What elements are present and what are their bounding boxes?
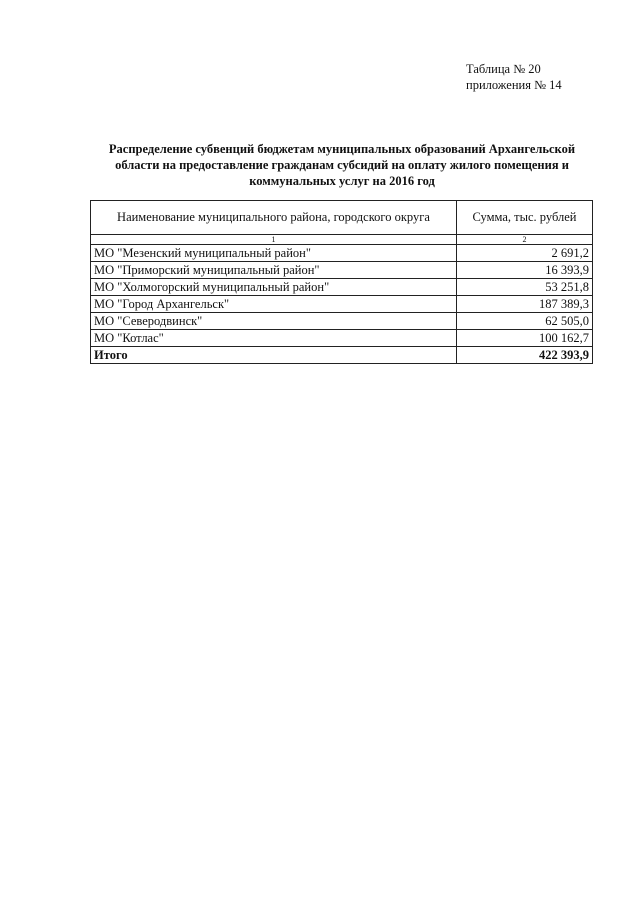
title-line-2: области на предоставление гражданам субсидий на оплату жилого помещения и (115, 158, 569, 172)
sum-value: 62 505,0 (457, 313, 593, 330)
column-number-2: 2 (457, 235, 593, 245)
municipality-name: МО "Холмогорский муниципальный район" (91, 279, 457, 296)
sum-value: 2 691,2 (457, 245, 593, 262)
document-title (92, 141, 592, 189)
appendix-number: приложения № 14 (466, 78, 562, 92)
table-row (91, 279, 593, 296)
column-number-row (91, 235, 593, 245)
sum-value: 100 162,7 (457, 330, 593, 347)
subvention-table (90, 200, 593, 364)
table-row (91, 330, 593, 347)
table-row (91, 262, 593, 279)
title-line-3: коммунальных услуг на 2016 год (249, 174, 435, 188)
municipality-name: МО "Город Архангельск" (91, 296, 457, 313)
municipality-name: МО "Мезенский муниципальный район" (91, 245, 457, 262)
sum-value: 16 393,9 (457, 262, 593, 279)
total-value: 422 393,9 (457, 347, 593, 364)
municipality-name: МО "Котлас" (91, 330, 457, 347)
sum-value: 187 389,3 (457, 296, 593, 313)
table-reference (466, 61, 562, 93)
table-number: Таблица № 20 (466, 62, 541, 76)
title-line-1: Распределение субвенций бюджетам муниципальных образований Архангельской (108, 142, 576, 156)
municipality-name: МО "Приморский муниципальный район" (91, 262, 457, 279)
table-row (91, 296, 593, 313)
column-header-sum: Сумма, тыс. рублей (457, 201, 593, 235)
table-row (91, 313, 593, 330)
table-header-row (91, 201, 593, 235)
column-number-1: 1 (91, 235, 457, 245)
table-row (91, 245, 593, 262)
total-label: Итого (91, 347, 457, 364)
total-row (91, 347, 593, 364)
municipality-name: МО "Северодвинск" (91, 313, 457, 330)
sum-value: 53 251,8 (457, 279, 593, 296)
column-header-name: Наименование муниципального района, городского округа (91, 201, 457, 235)
